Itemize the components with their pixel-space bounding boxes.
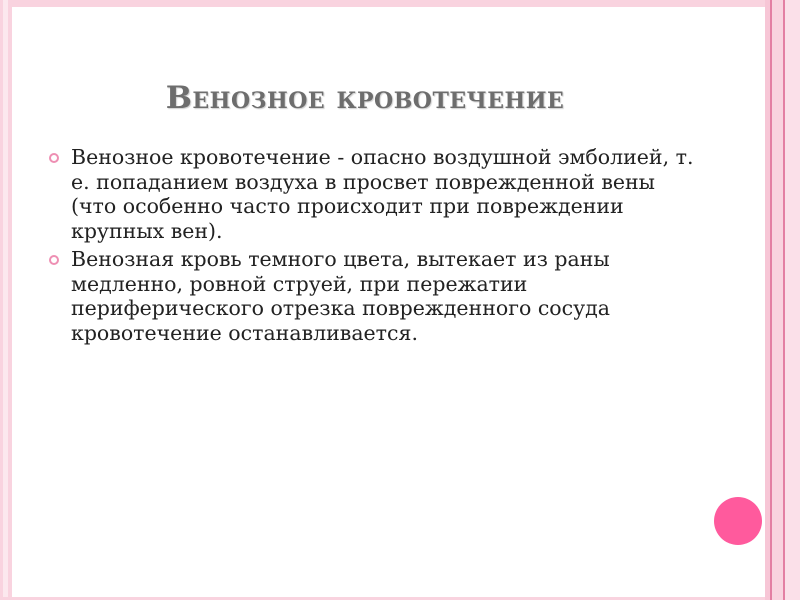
bullet-circle-icon xyxy=(49,153,59,163)
bullet-item xyxy=(44,247,704,345)
frame-left-inner xyxy=(3,0,8,600)
frame-left-border xyxy=(0,0,12,600)
right-stripe xyxy=(772,0,783,600)
bullet-text: Венозная кровь темного цвета, вытекает из раны медленно, ровной струей, при пережатии периферического отрезка поврежденного сосуда кровотечение останавливается. xyxy=(71,247,611,345)
bullet-list xyxy=(44,145,704,349)
frame-top-border xyxy=(0,0,800,7)
slide-title: Венозное кровотечение xyxy=(165,80,565,116)
decorative-circle-icon xyxy=(714,497,762,545)
bullet-item xyxy=(44,145,704,243)
bullet-circle-icon xyxy=(49,255,59,265)
right-stripe xyxy=(785,0,800,600)
bullet-text: Венозное кровотечение - опасно воздушной эмболией, т. е. попаданием воздуха в просвет поврежденной вены (что особенно часто происходит при повреждении крупных вен). xyxy=(71,145,694,243)
